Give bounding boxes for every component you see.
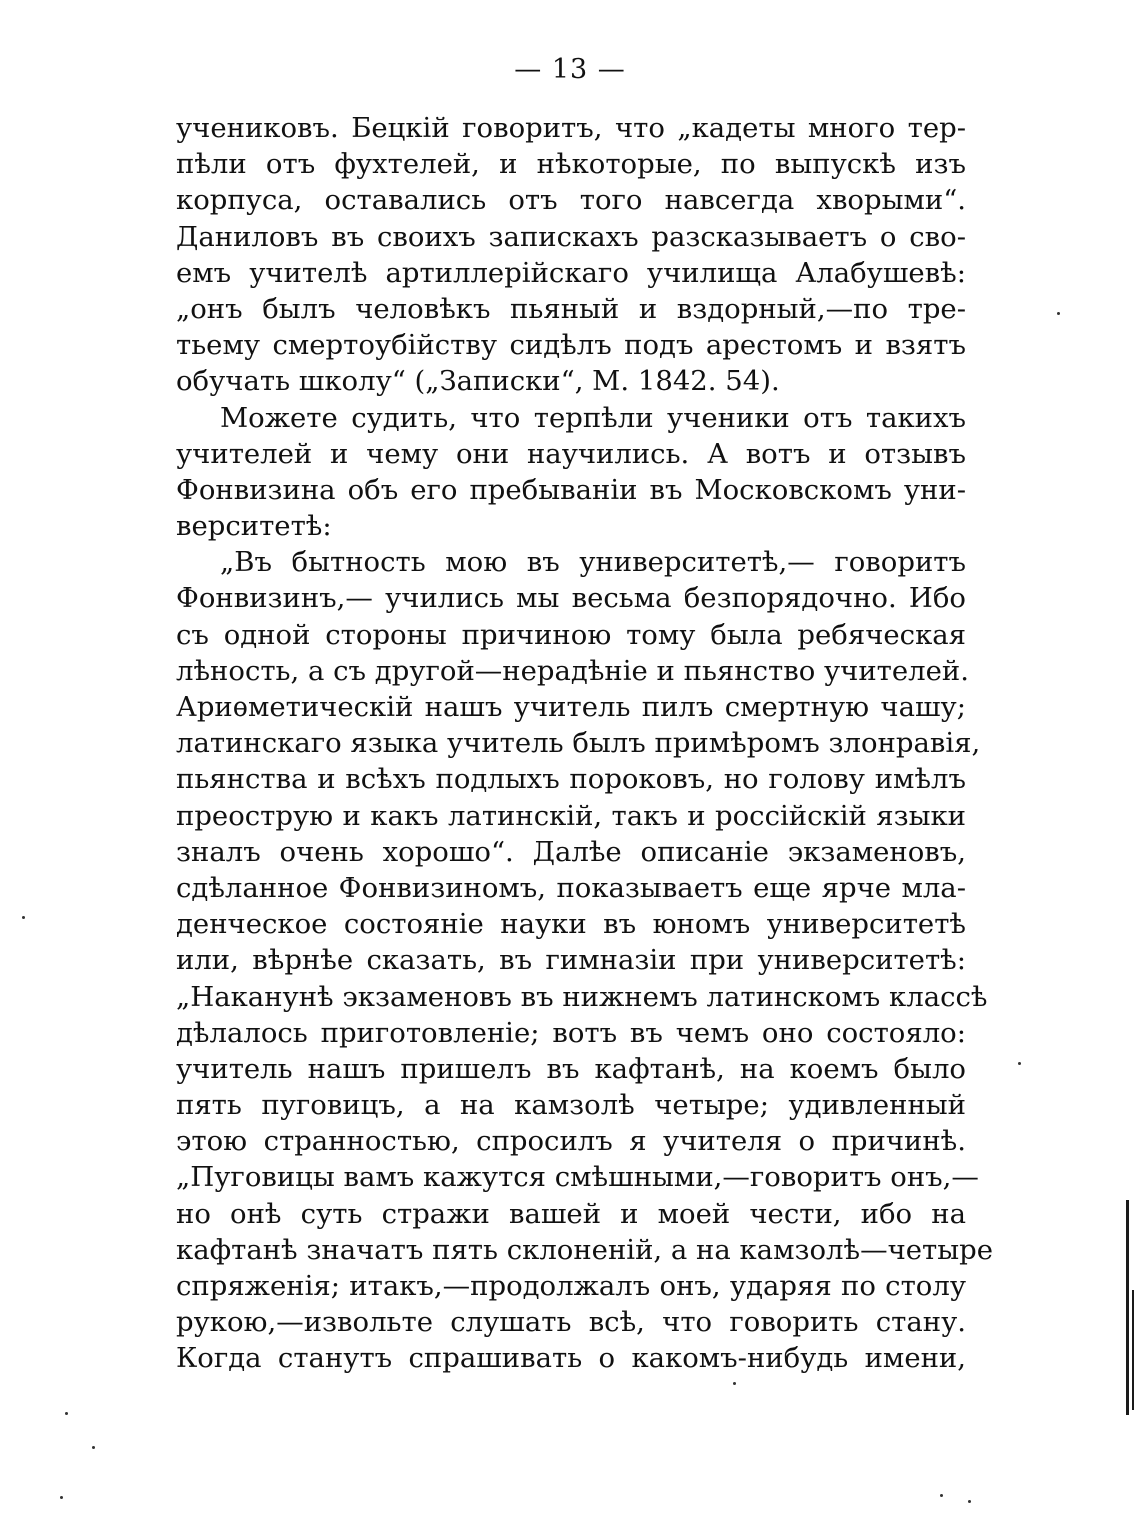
text-line: пять пуговицъ, а на камзолѣ четыре; удивленный: [176, 1089, 966, 1122]
scan-speck: [733, 1382, 736, 1385]
text-line: Ариѳметическій нашъ учитель пилъ смертную чашу;: [176, 691, 966, 723]
text-line: „Пуговицы вамъ кажутся смѣшными,—говоритъ онъ,—: [176, 1161, 979, 1194]
text-line: пѣли отъ фухтелей, и нѣкоторые, по выпускѣ изъ: [176, 148, 966, 181]
text-line: обучать школу“ („Записки“, М. 1842. 54).: [176, 365, 780, 398]
text-line: съ одной стороны причиною тому была ребяческая: [176, 618, 966, 651]
text-line: сдѣланное Фонвизиномъ, показываетъ еще ярче мла-: [176, 871, 966, 904]
scan-speck: [1057, 312, 1060, 315]
text-line: верситетѣ:: [176, 510, 332, 543]
text-line: латинскаго языка учитель былъ примѣромъ злонравія,: [176, 727, 981, 760]
scan-speck: [92, 1446, 95, 1449]
binding-edge-mark: [1132, 1290, 1134, 1410]
text-line: пьянства и всѣхъ подлыхъ пороковъ, но голову имѣлъ: [176, 763, 966, 796]
scan-speck: [1018, 1062, 1021, 1065]
text-line: „Наканунѣ экзаменовъ въ нижнемъ латинскомъ классѣ: [176, 980, 988, 1013]
text-line: спряженія; итакъ,—продолжалъ онъ, ударяя по столу: [176, 1270, 966, 1302]
scan-speck: [65, 1412, 68, 1415]
text-line: кафтанѣ значатъ пять склоненій, а на камзолѣ—четыре: [176, 1233, 993, 1266]
text-line: емъ учителѣ артиллерійскаго училища Алабушевѣ:: [176, 256, 966, 289]
text-line: дѣлалось приготовленіе; вотъ въ чемъ оно состояло:: [176, 1016, 966, 1049]
text-line: Фонвизина объ его пребываніи въ Московскомъ уни-: [176, 473, 966, 506]
text-line: преострую и какъ латинскій, такъ и россійскій языки: [176, 799, 966, 832]
text-line: корпуса, оставались отъ того навсегда хворыми“.: [176, 184, 966, 217]
text-line: Фонвизинъ,— учились мы весьма безпорядочно. Ибо: [176, 582, 966, 615]
body-text: [176, 110, 993, 1377]
text-line: учениковъ. Бецкій говоритъ, что „кадеты много тер-: [176, 112, 966, 144]
text-line: денческое состояніе науки въ юномъ университетѣ: [176, 908, 966, 941]
scan-speck: [60, 1496, 63, 1499]
text-line: учителей и чему они научились. А вотъ и отзывъ: [176, 437, 966, 470]
text-line: но онѣ суть стражи вашей и моей чести, ибо на: [176, 1197, 966, 1230]
text-line: учитель нашъ пришелъ въ кафтанѣ, на коемъ было: [176, 1052, 966, 1085]
text-line: лѣность, а съ другой—нерадѣніе и пьянство учителей.: [176, 654, 969, 687]
text-line: „онъ былъ человѣкъ пьяный и вздорный,—по тре-: [176, 292, 966, 325]
text-line: Когда станутъ спрашивать о какомъ-нибудь имени,: [176, 1342, 966, 1375]
text-line: тьему смертоубійству сидѣлъ подъ арестомъ и взятъ: [176, 329, 966, 362]
paragraph-start-line: Можете судить, что терпѣли ученики отъ такихъ: [220, 401, 966, 434]
text-line: Даниловъ въ своихъ запискахъ разсказываетъ о сво-: [176, 220, 966, 253]
scan-speck: [968, 1500, 971, 1503]
page-number: — 13 —: [514, 54, 626, 85]
binding-edge-mark: [1126, 1200, 1129, 1415]
paragraph-start-line: „Въ бытность мою въ университетѣ,— говоритъ: [220, 546, 966, 579]
text-line: или, вѣрнѣе сказать, въ гимназіи при университетѣ:: [176, 944, 966, 977]
text-line: зналъ очень хорошо“. Далѣе описаніе экзаменовъ,: [176, 835, 966, 868]
scan-speck: [940, 1494, 943, 1497]
text-line: рукою,—извольте слушать всѣ, что говорить стану.: [176, 1306, 966, 1339]
scan-speck: [22, 916, 25, 919]
text-line: этою странностью, спросилъ я учителя о причинѣ.: [176, 1125, 966, 1158]
